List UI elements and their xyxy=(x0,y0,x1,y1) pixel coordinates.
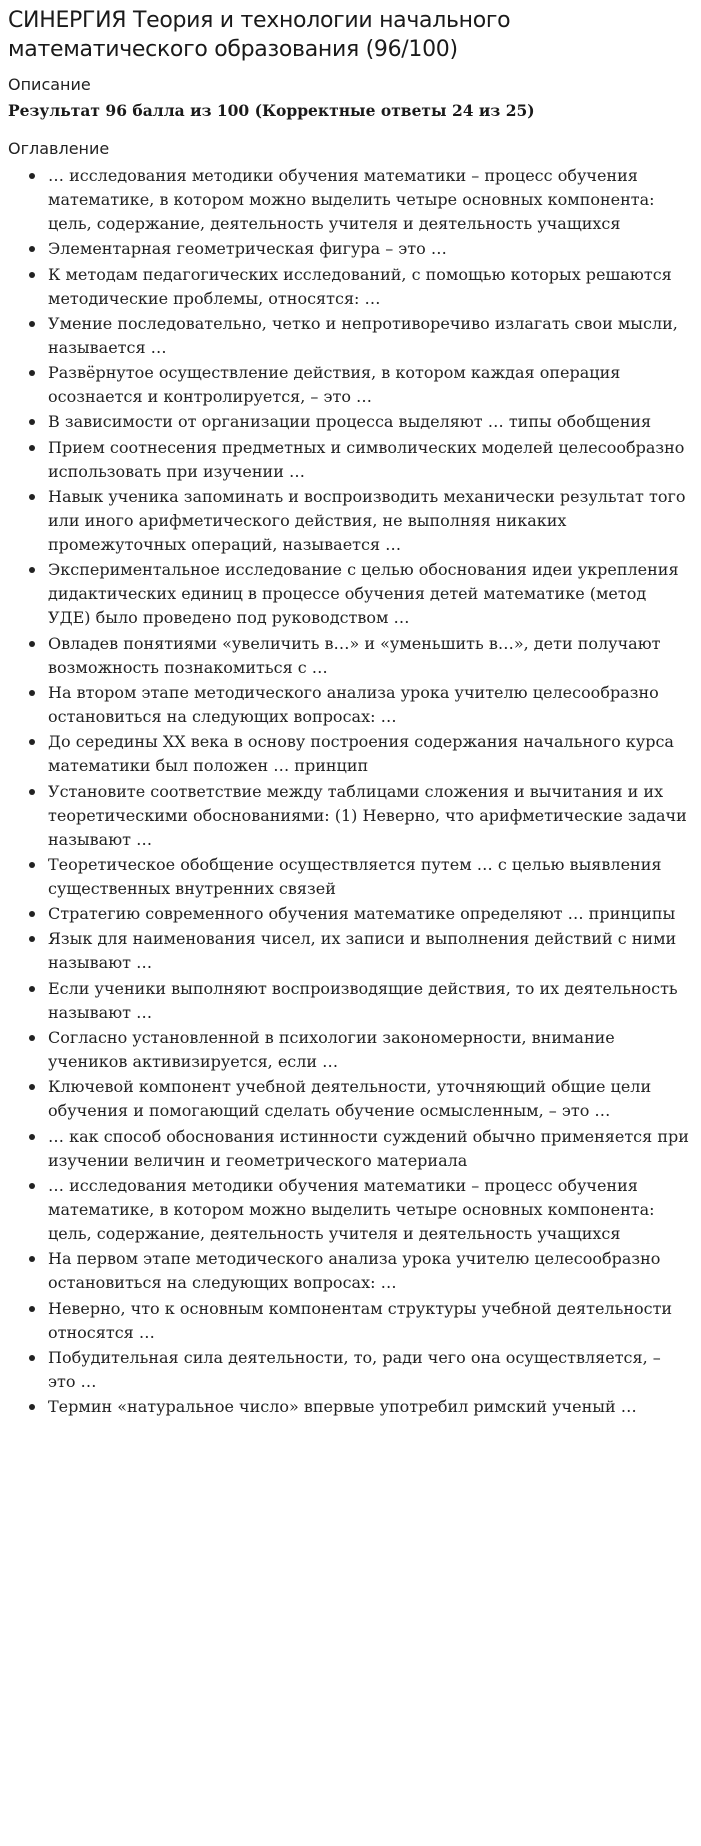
toc-item-text: … исследования методики обучения математики – процесс обучения математике, в котором можно выделить четыре основных компонента: цель, содержание, деятельность учителя и деятельность учащихся xyxy=(48,166,655,233)
toc-item-text: Навык ученика запоминать и воспроизводить механически результат того или иного арифметического действия, не выполняя никаких промежуточных операций, называется … xyxy=(48,487,686,555)
description-label: Описание xyxy=(8,75,91,94)
toc-item-text: До середины XX века в основу построения содержания начального курса математики был положен … принцип xyxy=(48,732,674,776)
toc-item[interactable] xyxy=(48,410,693,434)
toc-item[interactable] xyxy=(48,853,693,901)
bullet-icon xyxy=(29,1355,35,1361)
toc-item-text: Если ученики выполняют воспроизводящие действия, то их деятельность называют … xyxy=(48,978,678,1022)
bullet-icon xyxy=(29,1183,35,1189)
toc-item-text: … исследования методики обучения математики – процесс обучения математике, в котором можно выделить четыре основных компонента: цель, содержание, деятельность учителя и деятельность учащихся xyxy=(48,1175,655,1243)
bullet-icon xyxy=(29,739,35,745)
bullet-icon xyxy=(29,246,35,252)
bullet-icon xyxy=(29,911,35,917)
toc-item[interactable] xyxy=(48,1297,693,1345)
bullet-icon xyxy=(29,690,35,696)
toc-item-text: Термин «натуральное число» впервые употребил римский ученый … xyxy=(48,1397,637,1417)
bullet-icon xyxy=(29,445,35,451)
bullet-icon xyxy=(29,641,35,647)
bullet-icon xyxy=(29,419,35,425)
page-title: СИНЕРГИЯ Теория и технологии начального математического образования (96/100) xyxy=(8,8,511,62)
toc-item[interactable] xyxy=(48,977,693,1025)
toc-item[interactable] xyxy=(48,1075,693,1123)
bullet-icon xyxy=(29,1306,35,1312)
toc-item[interactable] xyxy=(48,312,693,360)
toc-item[interactable] xyxy=(48,361,693,409)
toc-item[interactable] xyxy=(48,263,693,311)
toc-item-text: Овладев понятиями «увеличить в…» и «уменьшить в…», дети получают возможность познакомиться с … xyxy=(48,633,661,677)
bullet-icon xyxy=(29,272,35,278)
toc-item[interactable] xyxy=(48,164,693,236)
toc-item-text: Установите соответствие между таблицами сложения и вычитания и их теоретическими обоснованиями: (1) Неверно, что арифметические задачи называют … xyxy=(48,781,687,849)
toc-item-text: На первом этапе методического анализа урока учителю целесообразно остановиться на следующих вопросах: … xyxy=(48,1249,661,1293)
bullet-icon xyxy=(29,494,35,500)
bullet-icon xyxy=(29,862,35,868)
toc-item-text: … как способ обоснования истинности суждений обычно применяется при изучении величин и геометрического материала xyxy=(48,1126,689,1170)
bullet-icon xyxy=(29,1084,35,1090)
toc-item[interactable] xyxy=(48,1346,693,1394)
bullet-icon xyxy=(29,1035,35,1041)
toc-item[interactable] xyxy=(48,632,693,680)
toc-item-text: В зависимости от организации процесса выделяют … типы обобщения xyxy=(48,412,652,432)
bullet-icon xyxy=(29,1404,35,1410)
bullet-icon xyxy=(29,173,35,179)
toc-item-text: Побудительная сила деятельности, то, ради чего она осуществляется, – это … xyxy=(48,1347,661,1391)
toc-item[interactable] xyxy=(48,1026,693,1074)
toc-item[interactable] xyxy=(48,1174,693,1246)
toc-item[interactable] xyxy=(48,485,693,557)
toc-item-text: Развёрнутое осуществление действия, в котором каждая операция осознается и контролируется, – это … xyxy=(48,363,621,407)
toc-item-text: Теоретическое обобщение осуществляется путем … с целью выявления существенных внутренних связей xyxy=(48,854,662,898)
toc-item[interactable] xyxy=(48,902,693,926)
toc-item[interactable] xyxy=(48,681,693,729)
toc-item-text: Язык для наименования чисел, их записи и выполнения действий с ними называют … xyxy=(48,929,677,973)
toc-item-text: Стратегию современного обучения математике определяют … принципы xyxy=(48,904,676,924)
toc-item[interactable] xyxy=(48,927,693,975)
bullet-icon xyxy=(29,1256,35,1262)
toc-item-text: Экспериментальное исследование с целью обоснования идеи укрепления дидактических единиц в процессе обучения детей математике (метод УДЕ) было проведено под руководством … xyxy=(48,560,679,628)
toc-item-text: На втором этапе методического анализа урока учителю целесообразно остановиться на следующих вопросах: … xyxy=(48,682,659,726)
bullet-icon xyxy=(29,936,35,942)
toc-item-text: Согласно установленной в психологии закономерности, внимание учеников активизируется, если … xyxy=(48,1028,615,1072)
toc-item-text: Элементарная геометрическая фигура – это … xyxy=(48,239,447,259)
bullet-icon xyxy=(29,567,35,573)
bullet-icon xyxy=(29,789,35,795)
toc-item-text: Умение последовательно, четко и непротиворечиво излагать свои мысли, называется … xyxy=(48,313,678,357)
toc-item[interactable] xyxy=(48,436,693,484)
toc-item-text: К методам педагогических исследований, с помощью которых решаются методические проблемы, относятся: … xyxy=(48,264,672,308)
toc-label: Оглавление xyxy=(8,139,110,158)
toc-item[interactable] xyxy=(48,1125,693,1173)
toc-item[interactable] xyxy=(48,1247,693,1295)
toc-item-text: Неверно, что к основным компонентам структуры учебной деятельности относятся … xyxy=(48,1298,673,1342)
toc-item[interactable] xyxy=(48,237,693,261)
bullet-icon xyxy=(29,370,35,376)
toc-item[interactable] xyxy=(48,1395,693,1419)
bullet-icon xyxy=(29,1134,35,1140)
result-summary: Результат 96 балла из 100 (Корректные ответы 24 из 25) xyxy=(8,101,535,120)
bullet-icon xyxy=(29,321,35,327)
toc-item[interactable] xyxy=(48,558,693,630)
toc-list xyxy=(8,164,693,1419)
toc-item[interactable] xyxy=(48,780,693,852)
toc-item-text: Ключевой компонент учебной деятельности, уточняющий общие цели обучения и помогающий сделать обучение осмысленным, – это … xyxy=(48,1077,652,1121)
bullet-icon xyxy=(29,986,35,992)
toc-item[interactable] xyxy=(48,730,693,778)
toc-item-text: Прием соотнесения предметных и символических моделей целесообразно использовать при изучении … xyxy=(48,437,685,481)
